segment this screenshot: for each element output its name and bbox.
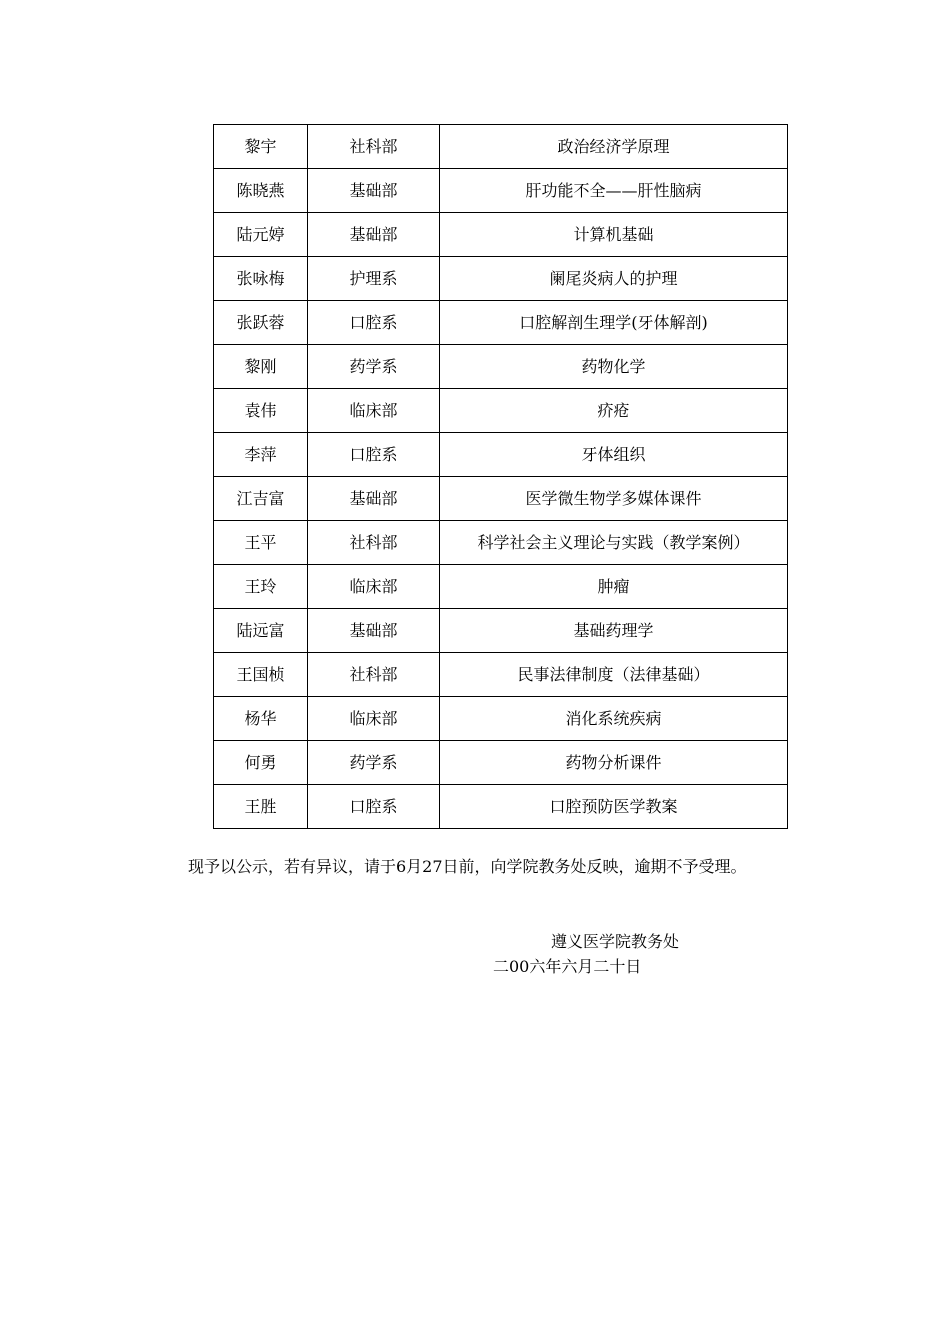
table-row (214, 653, 788, 697)
table-row (214, 521, 788, 565)
teacher-name-cell: 李萍 (214, 433, 308, 477)
table-row (214, 741, 788, 785)
course-title-cell: 阑尾炎病人的护理 (440, 257, 788, 301)
table-row (214, 389, 788, 433)
table-row (214, 125, 788, 169)
department-cell: 基础部 (308, 477, 440, 521)
teacher-name-cell: 陈晓燕 (214, 169, 308, 213)
department-cell: 基础部 (308, 169, 440, 213)
teacher-name-cell: 杨华 (214, 697, 308, 741)
table-row (214, 565, 788, 609)
department-cell: 口腔系 (308, 301, 440, 345)
teacher-name-cell: 黎宇 (214, 125, 308, 169)
teacher-name-cell: 王国桢 (214, 653, 308, 697)
department-cell: 社科部 (308, 653, 440, 697)
department-cell: 社科部 (308, 521, 440, 565)
teacher-name-cell: 何勇 (214, 741, 308, 785)
table-row (214, 301, 788, 345)
table-row (214, 697, 788, 741)
course-title-cell: 肿瘤 (440, 565, 788, 609)
department-cell: 社科部 (308, 125, 440, 169)
table-row (214, 213, 788, 257)
course-table (213, 124, 788, 829)
department-cell: 临床部 (308, 565, 440, 609)
table-row (214, 345, 788, 389)
teacher-name-cell: 陆远富 (214, 609, 308, 653)
course-title-cell: 消化系统疾病 (440, 697, 788, 741)
course-title-cell: 药物化学 (440, 345, 788, 389)
table-row (214, 609, 788, 653)
table-row (214, 257, 788, 301)
table-row (214, 477, 788, 521)
signature-organization: 遵义医学院教务处 (551, 932, 680, 951)
teacher-name-cell: 黎刚 (214, 345, 308, 389)
department-cell: 口腔系 (308, 433, 440, 477)
course-title-cell: 医学微生物学多媒体课件 (440, 477, 788, 521)
teacher-name-cell: 袁伟 (214, 389, 308, 433)
department-cell: 临床部 (308, 389, 440, 433)
teacher-name-cell: 陆元婷 (214, 213, 308, 257)
course-title-cell: 疥疮 (440, 389, 788, 433)
table-row (214, 169, 788, 213)
department-cell: 护理系 (308, 257, 440, 301)
course-title-cell: 基础药理学 (440, 609, 788, 653)
table-row (214, 433, 788, 477)
teacher-name-cell: 王胜 (214, 785, 308, 829)
course-title-cell: 牙体组织 (440, 433, 788, 477)
course-title-cell: 口腔解剖生理学(牙体解剖) (440, 301, 788, 345)
course-title-cell: 肝功能不全——肝性脑病 (440, 169, 788, 213)
signature-date: 二00六年六月二十日 (493, 957, 642, 976)
course-title-cell: 计算机基础 (440, 213, 788, 257)
course-title-cell: 口腔预防医学教案 (440, 785, 788, 829)
course-title-cell: 药物分析课件 (440, 741, 788, 785)
department-cell: 药学系 (308, 345, 440, 389)
public-notice-text: 现予以公示，若有异议，请于6月27日前，向学院教务处反映，逾期不予受理。 (188, 857, 747, 876)
course-title-cell: 科学社会主义理论与实践（教学案例） (440, 521, 788, 565)
department-cell: 基础部 (308, 609, 440, 653)
teacher-name-cell: 张咏梅 (214, 257, 308, 301)
department-cell: 口腔系 (308, 785, 440, 829)
teacher-name-cell: 张跃蓉 (214, 301, 308, 345)
department-cell: 药学系 (308, 741, 440, 785)
department-cell: 临床部 (308, 697, 440, 741)
department-cell: 基础部 (308, 213, 440, 257)
teacher-name-cell: 王玲 (214, 565, 308, 609)
table-row (214, 785, 788, 829)
teacher-name-cell: 王平 (214, 521, 308, 565)
course-title-cell: 政治经济学原理 (440, 125, 788, 169)
course-title-cell: 民事法律制度（法律基础） (440, 653, 788, 697)
teacher-name-cell: 江吉富 (214, 477, 308, 521)
